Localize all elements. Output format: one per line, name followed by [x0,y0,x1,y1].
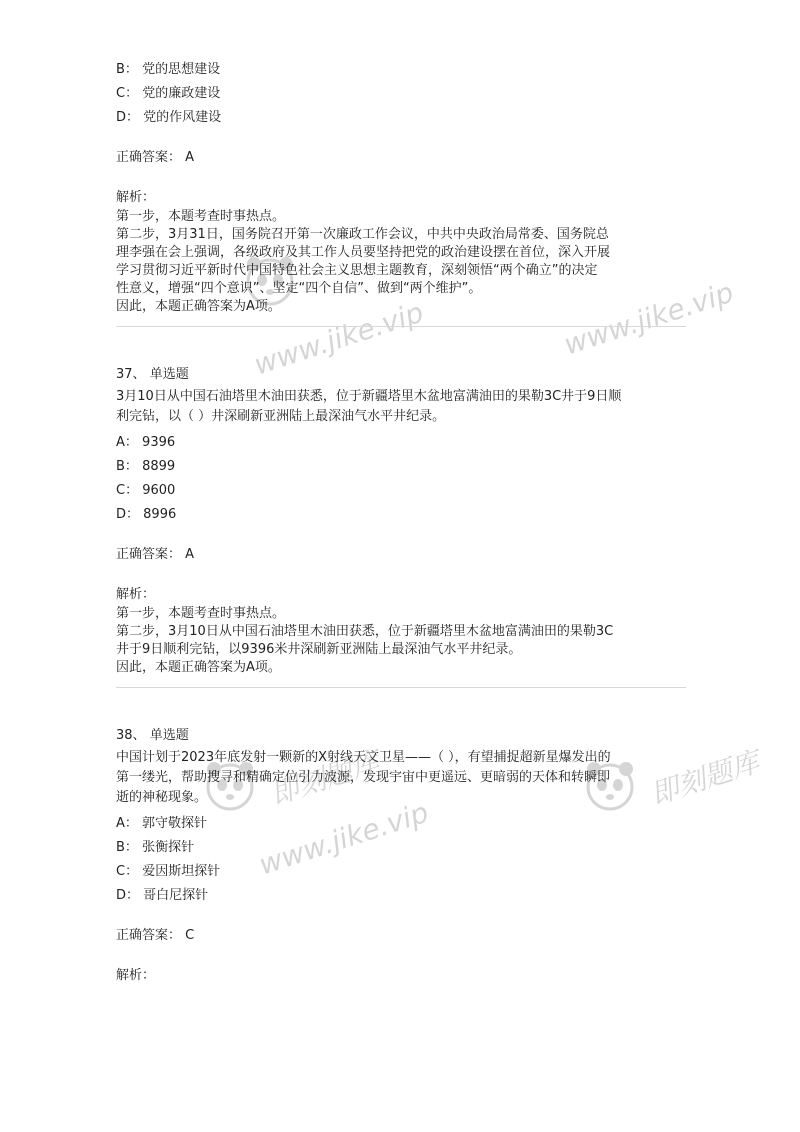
option-d: D： 哥白尼探针 [116,888,209,903]
stem-line: 逝的神秘现象。 [116,790,208,805]
analysis-line: 第二步，3月31日，国务院召开第一次廉政工作会议，中共中央政治局常委、国务院总 [116,227,609,242]
q36-options [116,58,686,130]
q37-analysis [116,605,686,677]
option-c: C： 爱因斯坦探针 [116,864,221,879]
q38-correct-answer: 正确答案： C [116,928,195,943]
option-d: D： 8996 [116,507,177,522]
analysis-line: 第二步，3月10日从中国石油塔里木油田获悉，位于新疆塔里木盆地富满油田的果勒3C [116,624,614,639]
q36-correct-answer: 正确答案： A [116,150,195,165]
question-divider [116,326,686,327]
watermark-brand-left: 即刻题库 [266,745,384,812]
q38-header: 38、 单选题 [116,728,189,743]
analysis-line: 因此，本题正确答案为A项。 [116,299,281,314]
stem-line: 3月10日从中国石油塔里木油田获悉，位于新疆塔里木盆地富满油田的果勒3C井于9日顺 [116,389,622,404]
option-c: C： 党的廉政建设 [116,86,221,101]
watermark-brand-right: 即刻题库 [646,745,764,812]
analysis-line: 第一步，本题考查时事热点。 [116,209,286,224]
q37-stem [116,387,686,427]
option-a: A： 郭守敬探针 [116,816,208,831]
q36-analysis-label: 解析： [116,190,156,205]
analysis-line: 理李强在会上强调，各级政府及其工作人员要坚持把党的政治建设摆在首位，深入开展 [116,245,611,260]
option-d: D： 党的作风建设 [116,110,222,125]
q38-analysis-label: 解析： [116,968,156,983]
q37-analysis-label: 解析： [116,587,156,602]
analysis-line: 性意义，增强“四个意识”、坚定“四个自信”、做到“两个维护”。 [116,281,482,296]
q37-header: 37、 单选题 [116,367,189,382]
stem-line: 中国计划于2023年底发射一颗新的X射线天文卫星——（ ），有望捕捉超新星爆发出的 [116,750,611,765]
watermark-url-mid: www.jike.vip [255,795,433,882]
watermark-url-right: www.jike.vip [560,275,738,362]
q36-analysis [116,208,686,316]
q37-correct-answer: 正确答案： A [116,547,195,562]
q38-stem [116,748,686,808]
option-b: B： 8899 [116,459,176,474]
question-divider [116,687,686,688]
q38-options [116,812,686,908]
watermark-url-top: www.jike.vip [250,295,428,382]
option-b: B： 党的思想建设 [116,62,221,77]
analysis-line: 因此，本题正确答案为A项。 [116,660,281,675]
stem-line: 利完钻，以（ ）井深刷新亚洲陆上最深油气水平井纪录。 [116,409,446,424]
analysis-line: 第一步，本题考查时事热点。 [116,606,286,621]
analysis-line: 井于9日顺利完钻，以9396米井深刷新亚洲陆上最深油气水平井纪录。 [116,642,522,657]
exam-page [116,58,686,986]
stem-line: 第一缕光，帮助搜寻和精确定位引力波源，发现宇宙中更遥远、更暗弱的天体和转瞬即 [116,770,611,785]
analysis-line: 学习贯彻习近平新时代中国特色社会主义思想主题教育，深刻领悟“两个确立”的决定 [116,263,598,278]
q37-options [116,431,686,527]
option-a: A： 9396 [116,435,176,450]
option-b: B： 张衡探针 [116,840,195,855]
option-c: C： 9600 [116,483,176,498]
